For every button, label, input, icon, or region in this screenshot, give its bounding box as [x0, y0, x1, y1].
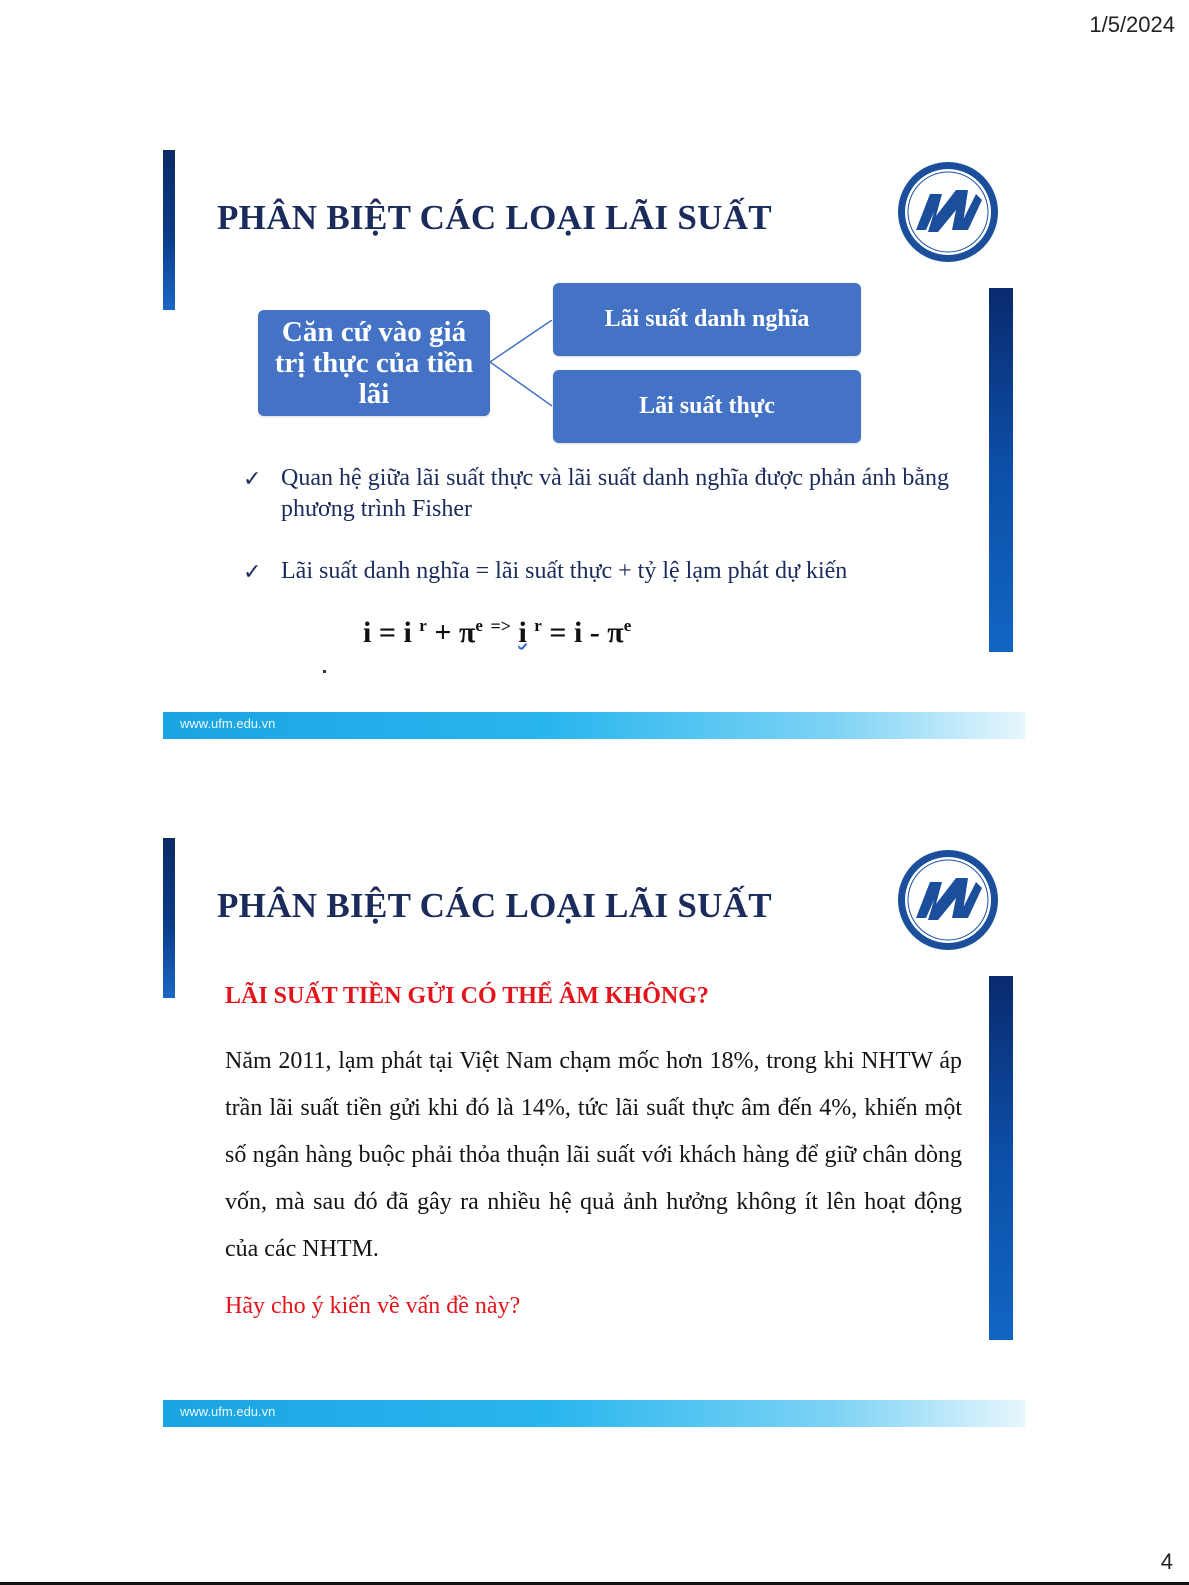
- discussion-prompt: Hãy cho ý kiến về vấn đề này?: [225, 1293, 521, 1319]
- page-date: 1/5/2024: [1089, 12, 1175, 37]
- title-accent-bar: [163, 150, 175, 310]
- university-logo-icon: [896, 848, 1000, 952]
- diagram-root-box: Căn cứ vào giá trị thực của tiền lãi: [258, 310, 490, 416]
- bullet-item: [243, 463, 949, 525]
- bullet-item: [243, 556, 949, 587]
- diagram-box-real-rate: Lãi suất thực: [553, 370, 861, 443]
- bullet-text: Lãi suất danh nghĩa = lãi suất thực + tỷ lệ lạm phát dự kiến: [281, 558, 848, 584]
- university-logo-icon: [896, 160, 1000, 264]
- question-heading: LÃI SUẤT TIỀN GỬI CÓ THỂ ÂM KHÔNG?: [225, 983, 709, 1009]
- stray-mark: [323, 670, 326, 673]
- slide-footer: [163, 1400, 1025, 1427]
- checkmark-icon: ✓: [243, 559, 262, 584]
- footer-url: www.ufm.edu.vn: [180, 1404, 276, 1419]
- footer-url: www.ufm.edu.vn: [180, 716, 276, 731]
- side-accent-bar: [989, 288, 1013, 652]
- slide-1: [163, 150, 1025, 740]
- diagram-connectors: [490, 320, 554, 420]
- slide-2: [163, 838, 1025, 1428]
- case-paragraph: Năm 2011, lạm phát tại Việt Nam chạm mốc hơn 18%, trong khi NHTW áp trần lãi suất tiền gửi khi đó là 14%, tức lãi suất thực âm đến 4%, khiến một số ngân hàng buộc phải thỏa thuận lãi suất với khách hàng để giữ chân dòng vốn, mà sau đó đã gây ra nhiều hệ quả ảnh hưởng không ít lên hoạt động của các NHTM.: [225, 1048, 962, 1262]
- checkmark-icon: ✓: [243, 466, 262, 491]
- bullet-text: Quan hệ giữa lãi suất thực và lãi suất danh nghĩa được phản ánh bằng phương trình Fisher: [281, 465, 949, 522]
- implies-arrow: =>: [490, 616, 511, 636]
- diagram-box-nominal-rate: Lãi suất danh nghĩa: [553, 283, 861, 356]
- side-accent-bar: [989, 976, 1013, 1340]
- slide-title: PHÂN BIỆT CÁC LOẠI LÃI SUẤT: [217, 886, 772, 925]
- page-number: 4: [1160, 1549, 1173, 1574]
- title-accent-bar: [163, 838, 175, 998]
- fisher-formula: i = i $^r + \pi^e$ => i $^r = i - \pi^e$: [363, 616, 632, 649]
- slide-title: PHÂN BIỆT CÁC LOẠI LÃI SUẤT: [217, 198, 772, 237]
- slide-footer: [163, 712, 1025, 739]
